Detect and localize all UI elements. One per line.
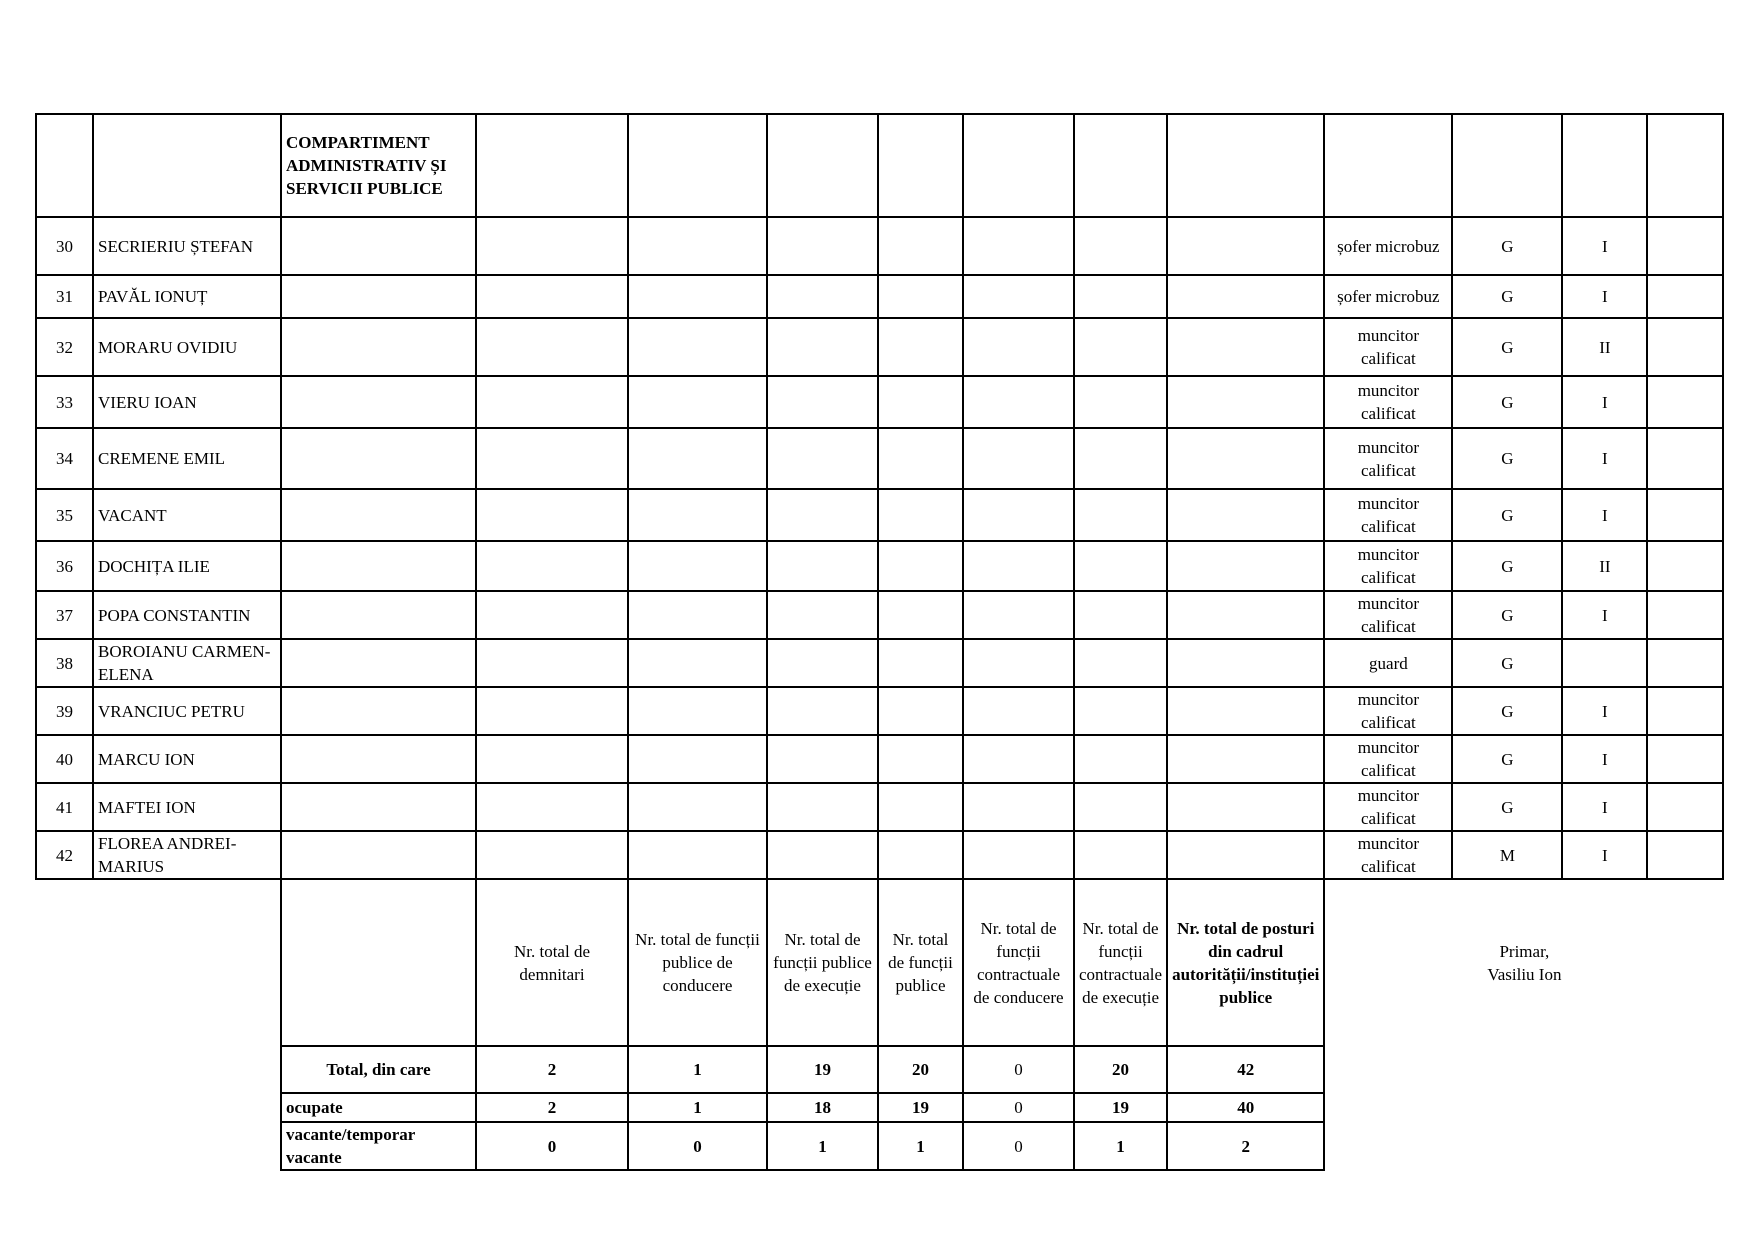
row-number: 31	[36, 275, 93, 318]
department-header-row	[36, 114, 1723, 217]
job-function: muncitor calificat	[1324, 376, 1452, 428]
summary-value: 2	[476, 1046, 628, 1093]
summary-value: 2	[1167, 1122, 1324, 1170]
grade: I	[1562, 831, 1647, 879]
job-function: muncitor calificat	[1324, 783, 1452, 831]
summary-value: 1	[878, 1122, 963, 1170]
employee-name: VACANT	[93, 489, 281, 541]
summary-row-label: Total, din care	[281, 1046, 476, 1093]
table-row	[36, 687, 1723, 735]
table-row	[36, 735, 1723, 783]
job-function: muncitor calificat	[1324, 489, 1452, 541]
table-row	[36, 541, 1723, 591]
employee-name: CREMENE EMIL	[93, 428, 281, 489]
table-row	[36, 489, 1723, 541]
summary-column-header: Nr. total de posturi din cadrul autorității/instituției publice	[1167, 879, 1324, 1046]
row-number: 36	[36, 541, 93, 591]
job-function: muncitor calificat	[1324, 687, 1452, 735]
studies-level: G	[1452, 275, 1562, 318]
summary-value: 20	[1074, 1046, 1167, 1093]
employee-name: SECRIERIU ȘTEFAN	[93, 217, 281, 275]
summary-value: 40	[1167, 1093, 1324, 1122]
signature-role: Primar,	[1499, 942, 1550, 961]
summary-row-label: ocupate	[281, 1093, 476, 1122]
studies-level: G	[1452, 687, 1562, 735]
grade	[1562, 639, 1647, 687]
grade: I	[1562, 687, 1647, 735]
employee-name: DOCHIȚA ILIE	[93, 541, 281, 591]
employee-name: MARCU ION	[93, 735, 281, 783]
summary-row-label: vacante/temporar vacante	[281, 1122, 476, 1170]
studies-level: G	[1452, 318, 1562, 376]
grade: I	[1562, 591, 1647, 639]
studies-level: G	[1452, 217, 1562, 275]
summary-value: 1	[628, 1046, 767, 1093]
table-row	[36, 428, 1723, 489]
employee-name: VIERU IOAN	[93, 376, 281, 428]
job-function: muncitor calificat	[1324, 318, 1452, 376]
summary-value: 1	[1074, 1122, 1167, 1170]
summary-value: 0	[963, 1046, 1074, 1093]
summary-column-header: Nr. total de funcții contractuale de conducere	[963, 879, 1074, 1046]
grade: I	[1562, 428, 1647, 489]
grade: I	[1562, 275, 1647, 318]
row-number: 35	[36, 489, 93, 541]
summary-column-header: Nr. total de funcții publice	[878, 879, 963, 1046]
employee-name: FLOREA ANDREI-MARIUS	[93, 831, 281, 879]
grade: I	[1562, 735, 1647, 783]
row-number: 41	[36, 783, 93, 831]
summary-column-header: Nr. total de funcții publice de conducere	[628, 879, 767, 1046]
grade: I	[1562, 376, 1647, 428]
table-body	[36, 114, 1723, 1170]
employee-name: BOROIANU CARMEN-ELENA	[93, 639, 281, 687]
job-function: șofer microbuz	[1324, 217, 1452, 275]
studies-level: G	[1452, 376, 1562, 428]
studies-level: G	[1452, 591, 1562, 639]
summary-value: 19	[878, 1093, 963, 1122]
studies-level: G	[1452, 639, 1562, 687]
studies-level: G	[1452, 428, 1562, 489]
studies-level: G	[1452, 735, 1562, 783]
job-function: guard	[1324, 639, 1452, 687]
summary-column-header: Nr. total de funcții contractuale de execuție	[1074, 879, 1167, 1046]
table-row	[36, 639, 1723, 687]
row-number: 38	[36, 639, 93, 687]
row-number: 32	[36, 318, 93, 376]
employee-name: VRANCIUC PETRU	[93, 687, 281, 735]
summary-value: 19	[767, 1046, 878, 1093]
row-number: 39	[36, 687, 93, 735]
summary-value: 42	[1167, 1046, 1324, 1093]
summary-value: 2	[476, 1093, 628, 1122]
employee-name: POPA CONSTANTIN	[93, 591, 281, 639]
row-number: 40	[36, 735, 93, 783]
table-row	[36, 831, 1723, 879]
job-function: muncitor calificat	[1324, 541, 1452, 591]
row-number: 33	[36, 376, 93, 428]
job-function: muncitor calificat	[1324, 591, 1452, 639]
summary-header-row	[36, 879, 1723, 1046]
job-function: muncitor calificat	[1324, 735, 1452, 783]
table-row	[36, 376, 1723, 428]
grade: II	[1562, 541, 1647, 591]
grade: I	[1562, 217, 1647, 275]
signature-name: Vasiliu Ion	[1487, 965, 1562, 984]
studies-level: G	[1452, 489, 1562, 541]
summary-value: 0	[628, 1122, 767, 1170]
row-number: 34	[36, 428, 93, 489]
summary-value: 0	[476, 1122, 628, 1170]
summary-value: 1	[767, 1122, 878, 1170]
signature-block	[1324, 879, 1723, 1170]
summary-value: 0	[963, 1122, 1074, 1170]
table-row	[36, 783, 1723, 831]
job-function: șofer microbuz	[1324, 275, 1452, 318]
grade: I	[1562, 489, 1647, 541]
studies-level: G	[1452, 783, 1562, 831]
staff-table	[35, 113, 1724, 1171]
department-title: COMPARTIMENT ADMINISTRATIV ȘI SERVICII PUBLICE	[281, 114, 476, 217]
grade: I	[1562, 783, 1647, 831]
summary-value: 18	[767, 1093, 878, 1122]
table-row	[36, 591, 1723, 639]
employee-name: MORARU OVIDIU	[93, 318, 281, 376]
employee-name: MAFTEI ION	[93, 783, 281, 831]
table-row	[36, 217, 1723, 275]
summary-value: 1	[628, 1093, 767, 1122]
table-row	[36, 275, 1723, 318]
grade: II	[1562, 318, 1647, 376]
studies-level: G	[1452, 541, 1562, 591]
summary-value: 0	[963, 1093, 1074, 1122]
row-number: 42	[36, 831, 93, 879]
summary-column-header: Nr. total de funcții publice de execuție	[767, 879, 878, 1046]
row-number: 37	[36, 591, 93, 639]
summary-column-header: Nr. total de demnitari	[476, 879, 628, 1046]
row-number: 30	[36, 217, 93, 275]
employee-name: PAVĂL IONUȚ	[93, 275, 281, 318]
job-function: muncitor calificat	[1324, 428, 1452, 489]
job-function: muncitor calificat	[1324, 831, 1452, 879]
summary-value: 19	[1074, 1093, 1167, 1122]
summary-value: 20	[878, 1046, 963, 1093]
table-row	[36, 318, 1723, 376]
studies-level: M	[1452, 831, 1562, 879]
